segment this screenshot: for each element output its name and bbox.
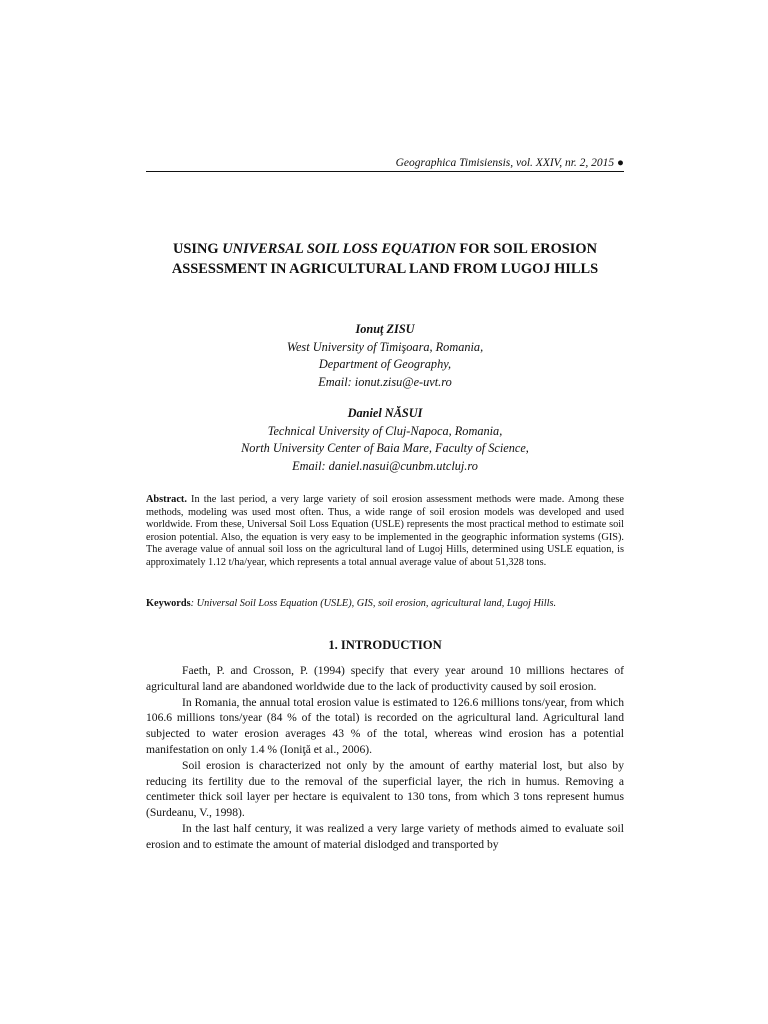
author-affiliation: West University of Timişoara, Romania, xyxy=(286,339,484,354)
paragraph: In the last half century, it was realized a very large variety of methods aimed to evaluate soil erosion and to estimate the amount of material dislodged and transported by xyxy=(146,821,624,851)
author-department: North University Center of Baia Mare, Faculty of Science, xyxy=(241,441,529,455)
paragraph: In Romania, the annual total erosion value is estimated to 126.6 millions tons/year, from which 106.6 millions tons/year (84 % of the total) is recorded on the agricultural land. Agricultural land subjected to water erosion averages 43 % of the total, whereas wind erosion has a potential manifestation on only 1.4 % (Ioniţă et al., 2006). xyxy=(146,695,624,756)
author-block-2 xyxy=(146,405,624,475)
author-email: Email: ionut.zisu@e-uvt.ro xyxy=(318,374,452,389)
abstract xyxy=(146,494,624,570)
keywords-label: Keywords xyxy=(146,598,191,609)
body-text xyxy=(146,663,624,853)
author-affiliation: Technical University of Cluj-Napoca, Romania, xyxy=(267,423,503,438)
author-name: Ionuţ ZISU xyxy=(355,322,415,336)
author-department: Department of Geography, xyxy=(318,357,452,371)
keywords xyxy=(146,598,624,611)
paragraph: Soil erosion is characterized not only by the amount of earthy material lost, but also by reducing its fertility due to the removal of the superficial layer, the rich in humus. Removing a centimeter thick soil layer per hectare is equivalent to 130 tons, from which 3 tons represent humus (Surdeanu, V., 1998). xyxy=(146,758,624,820)
title-part-italic: UNIVERSAL SOIL LOSS EQUATION xyxy=(222,241,456,257)
title-part-2: FOR SOIL EROSION ASSESSMENT IN AGRICULTURAL LAND FROM LUGOJ HILLS xyxy=(171,241,599,277)
title-part-1: USING xyxy=(173,241,223,257)
keywords-text: : Universal Soil Loss Equation (USLE), GIS, soil erosion, agricultural land, Lugoj Hills. xyxy=(190,598,557,609)
author-name: Daniel NĂSUI xyxy=(347,406,423,420)
abstract-label: Abstract. xyxy=(146,494,187,505)
abstract-text: In the last period, a very large variety of soil erosion assessment methods were made. Among these methods, modeling was used most often. Thus, a wide range of soil erosion models was developed and used worldwide. From these, Universal Soil Loss Equation (USLE) represents the most practical method to estimate soil erosion potential. Also, the equation is very easy to be implemented in the geographic information systems (GIS). The average value of annual soil loss on the agricultural land of Lugoj Hills, determined using USLE equation, is approximately 1.12 t/ha/year, which represents a total annual average value of about 51,328 tons. xyxy=(146,494,624,568)
paper-title xyxy=(146,240,624,279)
header-rule xyxy=(146,171,624,172)
author-email: Email: daniel.nasui@cunbm.utcluj.ro xyxy=(292,458,478,473)
author-block-1 xyxy=(146,321,624,391)
running-header: Geographica Timisiensis, vol. XXIV, nr. 2, 2015 ● xyxy=(395,157,624,169)
section-heading: 1. INTRODUCTION xyxy=(328,638,442,652)
paragraph: Faeth, P. and Crosson, P. (1994) specify that every year around 10 millions hectares of agricultural land are abandoned worldwide due to the lack of productivity caused by soil erosion. xyxy=(146,664,624,693)
